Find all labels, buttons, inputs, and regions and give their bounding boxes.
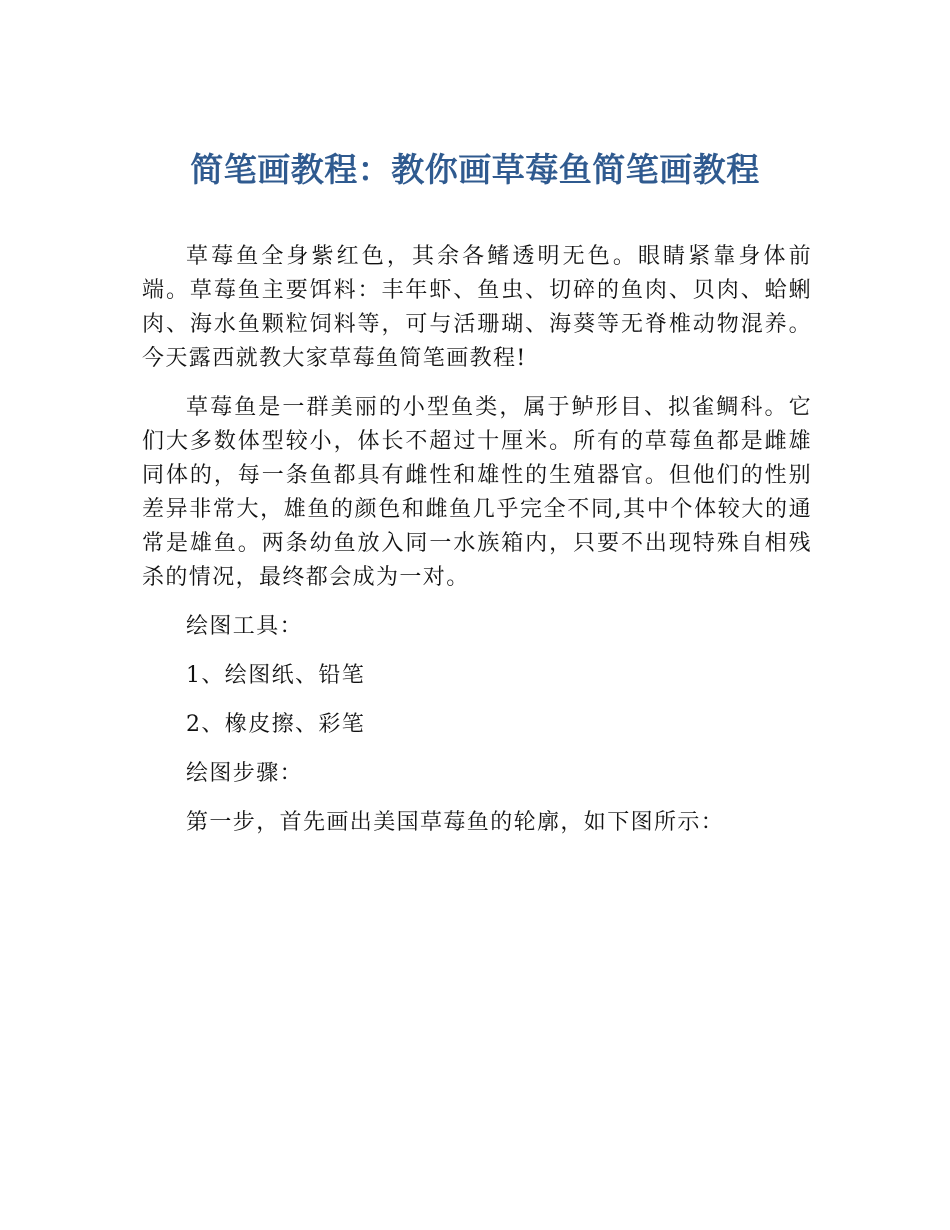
paragraph-description: 草莓鱼是一群美丽的小型鱼类，属于鲈形目、拟雀鲷科。它们大多数体型较小，体长不超过十厘米。所有的草莓鱼都是雌雄同体的，每一条鱼都具有雌性和雄性的生殖器官。但他们的性别差异非常大，雄鱼的颜色和雌鱼几乎完全不同,其中个体较大的通常是雄鱼。两条幼鱼放入同一水族箱内，只要不出现特殊自相残杀的情况，最终都会成为一对。 [142, 395, 812, 590]
steps-heading: 绘图步骤： [186, 761, 304, 786]
paragraph-intro: 草莓鱼全身紫红色，其余各鳍透明无色。眼睛紧靠身体前端。草莓鱼主要饵料：丰年虾、鱼虫、切碎的鱼肉、贝肉、蛤蜊肉、海水鱼颗粒饲料等，可与活珊瑚、海葵等无脊椎动物混养。今天露西就教大家草莓鱼简笔画教程! [142, 244, 812, 371]
document-body [142, 240, 812, 855]
tools-item-2: 2、橡皮擦、彩笔 [186, 712, 366, 737]
page-title: 简笔画教程：教你画草莓鱼简笔画教程 [190, 150, 760, 189]
tools-heading: 绘图工具： [186, 614, 304, 639]
tools-item-1: 1、绘图纸、铅笔 [186, 663, 366, 688]
step-1: 第一步，首先画出美国草莓鱼的轮廓，如下图所示： [186, 810, 725, 835]
